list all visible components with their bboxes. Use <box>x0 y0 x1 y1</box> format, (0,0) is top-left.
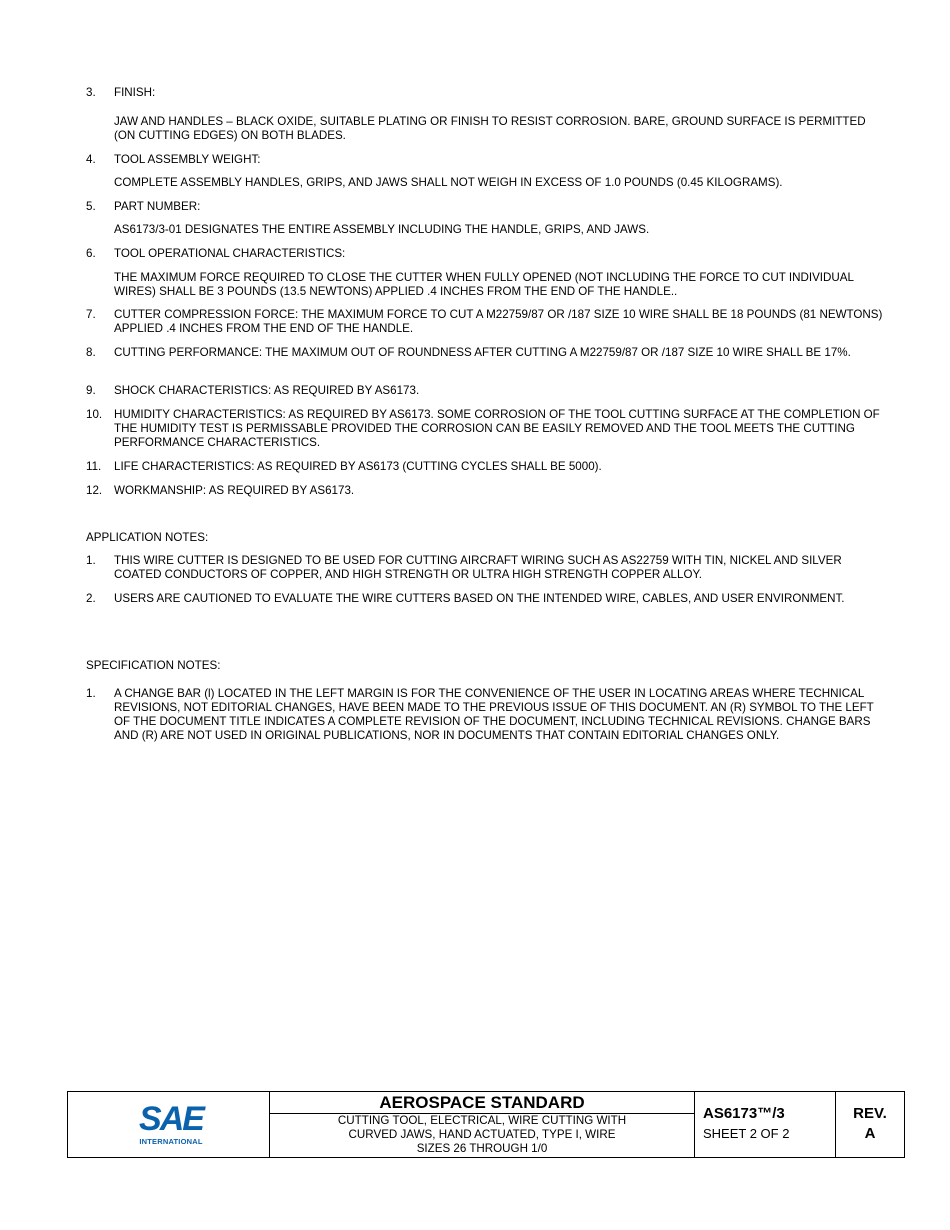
item-body: AS6173/3-01 DESIGNATES THE ENTIRE ASSEMBLY INCLUDING THE HANDLE, GRIPS, AND JAWS. <box>114 223 650 236</box>
item-text: USERS ARE CAUTIONED TO EVALUATE THE WIRE CUTTERS BASED ON THE INTENDED WIRE, CABLES, AND USER ENVIRONMENT. <box>114 592 845 605</box>
revision-value: A <box>864 1125 876 1142</box>
description-line: SIZES 26 THROUGH 1/0 <box>416 1142 548 1155</box>
item-heading: PART NUMBER: <box>114 200 201 213</box>
item-text: THIS WIRE CUTTER IS DESIGNED TO BE USED FOR CUTTING AIRCRAFT WIRING SUCH AS AS22759 WITH TIN, NICKEL AND SILVER COATED CONDUCTORS OF COPPER, AND HIGH STRENGTH OR ULTRA HIGH STRENGTH COPPER ALLOY. <box>114 554 842 581</box>
sheet-number: SHEET 2 OF 2 <box>703 1126 790 1141</box>
specification-notes-title: SPECIFICATION NOTES: <box>86 659 221 672</box>
item-text: SHOCK CHARACTERISTICS: AS REQUIRED BY AS6173. <box>114 384 420 397</box>
standard-description <box>270 1114 694 1156</box>
item-body: JAW AND HANDLES – BLACK OXIDE, SUITABLE PLATING OR FINISH TO RESIST CORROSION. BARE, GROUND SURFACE IS PERMITTED (ON CUTTING EDGES) ON BOTH BLADES. <box>114 115 866 142</box>
title-block <box>67 1091 905 1158</box>
item-number: 7. <box>86 308 96 321</box>
item-heading: FINISH: <box>114 86 156 99</box>
sae-logo <box>136 1101 206 1149</box>
item-text: CUTTER COMPRESSION FORCE: THE MAXIMUM FORCE TO CUT A M22759/87 OR /187 SIZE 10 WIRE SHALL BE 18 POUNDS (81 NEWTONS) APPLIED .4 INCHES FROM THE END OF THE HANDLE. <box>114 308 883 335</box>
revision-cell <box>836 1092 904 1157</box>
item-number: 2. <box>86 592 96 605</box>
description-line: CUTTING TOOL, ELECTRICAL, WIRE CUTTING WITH <box>337 1114 627 1127</box>
title-cell <box>270 1092 695 1157</box>
item-number: 1. <box>86 554 96 567</box>
standard-title: AEROSPACE STANDARD <box>270 1092 694 1114</box>
item-number: 8. <box>86 346 96 359</box>
item-text: A CHANGE BAR (l) LOCATED IN THE LEFT MARGIN IS FOR THE CONVENIENCE OF THE USER IN LOCATING AREAS WHERE TECHNICAL REVISIONS, NOT EDITORIAL CHANGES, HAVE BEEN MADE TO THE PREVIOUS ISSUE OF THIS DOCUMENT. AN (R) SYMBOL TO THE LEFT OF THE DOCUMENT TITLE INDICATES A COMPLETE REVISION OF THE DOCUMENT, INCLUDING TECHNICAL REVISIONS. CHANGE BARS AND (R) ARE NOT USED IN ORIGINAL PUBLICATIONS, NOR IN DOCUMENTS THAT CONTAIN EDITORIAL CHANGES ONLY. <box>114 687 874 742</box>
description-line: CURVED JAWS, HAND ACTUATED, TYPE I, WIRE <box>348 1128 616 1141</box>
item-text: WORKMANSHIP: AS REQUIRED BY AS6173. <box>114 484 355 497</box>
item-heading: TOOL OPERATIONAL CHARACTERISTICS: <box>114 247 346 260</box>
item-number: 1. <box>86 687 96 700</box>
item-number: 10. <box>86 408 103 421</box>
sae-logo-subtext: INTERNATIONAL <box>139 1137 203 1146</box>
revision-label <box>836 1104 904 1144</box>
item-number: 9. <box>86 384 96 397</box>
item-text: LIFE CHARACTERISTICS: AS REQUIRED BY AS6173 (CUTTING CYCLES SHALL BE 5000). <box>114 460 602 473</box>
item-number: 12. <box>86 484 103 497</box>
revision-label-text: REV. <box>853 1105 887 1122</box>
document-number: AS6173™/3 <box>703 1105 785 1122</box>
item-text: CUTTING PERFORMANCE: THE MAXIMUM OUT OF ROUNDNESS AFTER CUTTING A M22759/87 OR /187 SIZE 10 WIRE SHALL BE 17%. <box>114 346 851 359</box>
item-number: 11. <box>86 460 102 473</box>
sae-logo-mark <box>136 1101 206 1135</box>
item-number: 3. <box>86 86 96 99</box>
item-number: 5. <box>86 200 96 213</box>
item-body: COMPLETE ASSEMBLY HANDLES, GRIPS, AND JAWS SHALL NOT WEIGH IN EXCESS OF 1.0 POUNDS (0.45 KILOGRAMS). <box>114 176 783 189</box>
item-number: 4. <box>86 153 96 166</box>
application-notes-title: APPLICATION NOTES: <box>86 531 209 544</box>
item-text: HUMIDITY CHARACTERISTICS: AS REQUIRED BY AS6173. SOME CORROSION OF THE TOOL CUTTING SURFACE AT THE COMPLETION OF THE HUMIDITY TEST IS PERMISSABLE PROVIDED THE CORROSION CAN BE EASILY REMOVED AND THE TOOL MEETS THE CUTTING PERFORMANCE CHARACTERISTICS. <box>114 408 880 449</box>
logo-cell <box>68 1092 270 1157</box>
doc-number-cell <box>695 1092 836 1157</box>
item-body: THE MAXIMUM FORCE REQUIRED TO CLOSE THE CUTTER WHEN FULLY OPENED (NOT INCLUDING THE FORCE TO CUT INDIVIDUAL WIRES) SHALL BE 3 POUNDS (13.5 NEWTONS) APPLIED .4 INCHES FROM THE END OF THE HANDLE.. <box>114 271 854 298</box>
item-heading: TOOL ASSEMBLY WEIGHT: <box>114 153 261 166</box>
item-number: 6. <box>86 247 96 260</box>
sae-logo-letters: SAE <box>139 1101 203 1135</box>
